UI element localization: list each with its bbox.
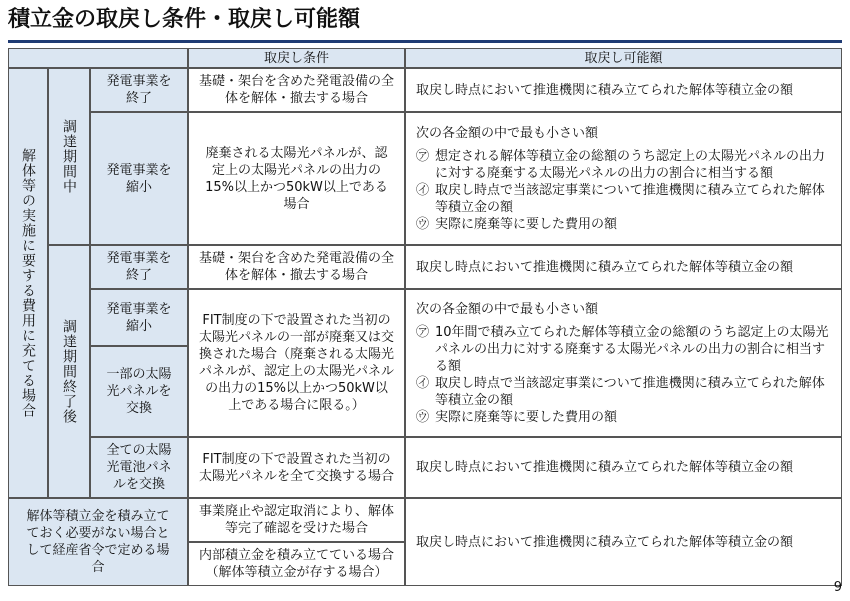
row-after-shared-amount: [405, 289, 842, 437]
amount-item: ㋑ 取戻し時点で当該認定事業について推進機関に積み立てられた解体等積立金の額: [416, 182, 825, 215]
amount-item: ㋒ 実際に廃棄等に要した費用の額: [416, 216, 618, 232]
row-during-reduce-amount: [405, 112, 842, 245]
amount-item: ㋑ 取戻し時点で当該認定事業について推進機関に積み立てられた解体等積立金の額: [416, 375, 825, 408]
amount-lead: 次の各金額の中で最も小さい額: [416, 125, 599, 141]
bottom-condition-2: 内部積立金を積み立てている場合（解体等積立金が存する場合）: [188, 542, 405, 586]
row-during-end-condition: 基礎・架台を含めた発電設備の全体を解体・撤去する場合: [188, 68, 405, 112]
row-after-partial-category: 一部の太陽光パネルを交換: [90, 346, 188, 437]
page-number: 9: [833, 580, 842, 595]
bottom-condition-1: 事業廃止や認定取消により、解体等完了確認を受けた場合: [188, 498, 405, 542]
label-after-period: 調達期間終了後: [48, 245, 90, 498]
amount-item: ㋒ 実際に廃棄等に要した費用の額: [416, 409, 618, 425]
page-title: 積立金の取戻し条件・取戻し可能額: [8, 7, 361, 32]
row-after-shared-condition: FIT制度の下で設置された当初の太陽光パネルの一部が廃棄又は交換された場合（廃棄される太陽光パネルが、認定上の太陽光パネルの出力の15%以上かつ50kW以上である場合に限る。）: [188, 289, 405, 437]
amount-item: ㋐ 想定される解体等積立金の総額のうち認定上の太陽光パネルの出力に対する廃棄する太陽光パネルの出力の割合に相当する額: [416, 148, 826, 181]
row-during-end-category: 発電事業を終了: [90, 68, 188, 112]
header-condition: 取戻し条件: [188, 48, 405, 68]
row-after-all-amount: 取戻し時点において推進機関に積み立てられた解体等積立金の額: [405, 437, 842, 498]
amount-lead: 次の各金額の中で最も小さい額: [416, 301, 599, 317]
label-during-period: 調達期間中: [48, 68, 90, 245]
label-dismantling-cost: 解体等の実施に要する費用に充てる場合: [8, 68, 48, 498]
row-during-reduce-category: 発電事業を縮小: [90, 112, 188, 245]
row-after-all-condition: FIT制度の下で設置された当初の太陽光パネルを全て交換する場合: [188, 437, 405, 498]
amount-item: ㋐ 10年間で積み立てられた解体等積立金の総額のうち認定上の太陽光パネルの出力に対する廃棄する太陽光パネルの出力の割合に相当する額: [416, 324, 829, 374]
row-after-end-condition: 基礎・架台を含めた発電設備の全体を解体・撤去する場合: [188, 245, 405, 289]
row-after-end-amount: 取戻し時点において推進機関に積み立てられた解体等積立金の額: [405, 245, 842, 289]
row-during-end-amount: 取戻し時点において推進機関に積み立てられた解体等積立金の額: [405, 68, 842, 112]
row-after-all-category: 全ての太陽光電池パネルを交換: [90, 437, 188, 498]
header-blank: [8, 48, 188, 68]
header-amount: 取戻し可能額: [405, 48, 842, 68]
bottom-label: 解体等積立金を積み立てておく必要がない場合として経産省令で定める場合: [8, 498, 188, 586]
row-after-reduce-category: 発電事業を縮小: [90, 289, 188, 346]
row-during-reduce-condition: 廃棄される太陽光パネルが、認定上の太陽光パネルの出力の15%以上かつ50kW以上である場合: [188, 112, 405, 245]
bottom-amount: 取戻し時点において推進機関に積み立てられた解体等積立金の額: [405, 498, 842, 586]
row-after-end-category: 発電事業を終了: [90, 245, 188, 289]
